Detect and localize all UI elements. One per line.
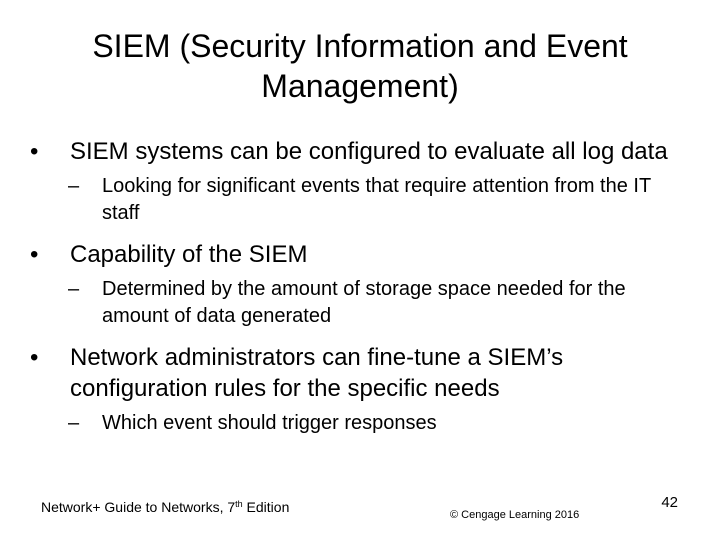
slide-title-line-1: SIEM (Security Information and Event [92, 28, 628, 64]
bullet-item [30, 239, 690, 270]
sub-bullet-text: Looking for significant events that require attention from the IT staff [102, 175, 651, 224]
sub-bullet-item [30, 276, 690, 330]
bullet-list [30, 130, 690, 449]
footer-book-prefix: Network+ Guide to Networks, 7 [41, 499, 236, 515]
slide-title [40, 26, 680, 106]
bullet-marker: • [30, 344, 39, 371]
footer-copyright: © Cengage Learning 2016 [450, 509, 580, 521]
footer-book-title [41, 495, 289, 516]
dash-marker: – [68, 412, 80, 434]
footer-book-suffix: Edition [242, 499, 290, 515]
dash-marker: – [68, 175, 80, 197]
bullet-marker: • [30, 241, 39, 268]
bullet-text: Network administrators can fine-tune a SIEM’s configuration rules for the specific needs [70, 344, 564, 402]
page-number: 42 [661, 494, 678, 511]
sub-bullet-item [30, 173, 690, 227]
bullet-marker: • [30, 138, 39, 165]
bullet-text: Capability of the SIEM [70, 241, 308, 268]
sub-bullet-text: Which event should trigger responses [102, 412, 437, 434]
footer-book-ordinal: th [235, 499, 243, 509]
dash-marker: – [68, 278, 80, 300]
sub-bullet-item [30, 410, 690, 437]
bullet-item [30, 342, 690, 404]
bullet-item [30, 136, 690, 167]
sub-bullet-text: Determined by the amount of storage space needed for the amount of data generated [102, 278, 626, 327]
slide-title-line-2: Management) [261, 68, 459, 104]
bullet-text: SIEM systems can be configured to evaluate all log data [70, 138, 668, 165]
